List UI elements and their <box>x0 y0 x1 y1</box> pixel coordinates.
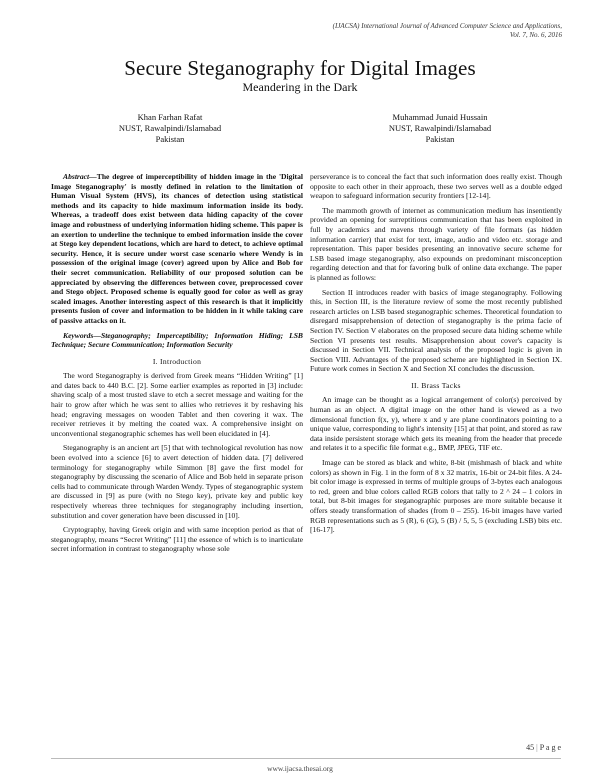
left-column <box>51 172 303 559</box>
page-number-value: 45 <box>526 743 535 752</box>
section-heading-introduction: I. Introduction <box>152 356 202 366</box>
paper-subtitle: Meandering in the Dark <box>242 80 358 94</box>
author-country: Pakistan <box>155 134 185 144</box>
author-name: Muhammad Junaid Hussain <box>392 112 488 122</box>
paragraph: Section II introduces reader with basics of image steganography. Following this, in Section III, is the literature review of some the most recently published research articles on LSB based steganographic schemes. Theoretical foundation to disregard misapprehension of detection of steganography is the prima facie of Section IV. Section V elaborates on the proposed secure data hiding scheme while Section VI presents test results. Misapprehension about cover's capacity is discussed in Section VII. Technical analysis of the proposed logic is given in Section VIII. Advantages of the proposed scheme are highlighted in Section IX. Future work comes in Section X and Section XI concludes the discussion. <box>310 287 562 374</box>
journal-header <box>202 22 562 40</box>
paragraph: perseverance is to conceal the fact that such information does really exist. Though opposite to each other in their approach, these two serves well as a double edged weapon to safeguard information security frontiers [12-14]. <box>310 172 562 201</box>
right-column <box>310 172 562 540</box>
author-name: Khan Farhan Rafat <box>137 112 203 122</box>
section-heading-brass-tacks: II. Brass Tacks <box>411 380 461 390</box>
abstract-label: Abstract— <box>63 172 97 181</box>
journal-website: www.ijacsa.thesai.org <box>267 764 333 773</box>
footer-divider <box>51 758 561 759</box>
keywords <box>51 331 303 350</box>
page-divider: | <box>536 743 538 752</box>
paper-title: Secure Steganography for Digital Images <box>124 56 476 80</box>
paragraph: The word Steganography is derived from Greek means “Hidden Writing” [1] and dates back to 440 B.C. [2]. Some earlier examples as reported in [3] include: shaving scalp of a most trusted slave to etch a secret message and waiting for the hair to grow after which he was sent to allies who retrieves it by reshaving his head; engraving messages on wooden Tablet and then covering it wax. The receiver retrieves it by melting the coated wax. A comprehensive insight on unconventional steganographic schemes has well been elucidated in [4]. <box>51 371 303 438</box>
journal-name: (IJACSA) International Journal of Advanced Computer Science and Applications, <box>332 22 562 30</box>
author-affiliation: NUST, Rawalpindi/Islamabad <box>388 123 492 133</box>
author-block-1 <box>60 112 280 145</box>
author-affiliation: NUST, Rawalpindi/Islamabad <box>118 123 222 133</box>
page-label: P a g e <box>539 743 561 752</box>
author-block-2 <box>330 112 550 145</box>
paragraph: Cryptography, having Greek origin and with same inception period as that of steganography, means “Secret Writing” [11] the essence of which is to inarticulate secret information in contrast to steganography whose sole <box>51 525 303 554</box>
journal-volume: Vol. 7, No. 6, 2016 <box>509 31 562 39</box>
paragraph: Steganography is an ancient art [5] that with technological revolution has now been evolved into a science [6] to avert detection of hidden data. [7] delivered terminology for steganography while Simmon [8] gave the first model for steganography by discussing the scenario of Alice and Bob held in separate prison cells had to communicate through Warden Wendy. Types of steganographic system are discussed in [9] as pure (with no Stego key), private key and public key respectively whereas three techniques for steganography including insertion, substitution and cover generation have been discussed in [10]. <box>51 443 303 520</box>
paragraph: Image can be stored as black and white, 8-bit (mishmash of black and white colors) as shown in Fig. 1 in the form of 8 x 32 matrix, 16-bit or 24-bit files. A 24-bit color image is expressed in terms of multiple groups of 3-bytes each analogous to red, green and blue colors called RGB colors that tally to 2 ^ 24 – 1 colors in total, but 8-bit images for steganographic purposes are more suitable because it offers steady transformation of shades (from 0 – 255). 16-bit images have varied RGB representations such as 5 (R), 6 (G), 5 (B) / 5, 5, 5 (excluding LSB) bits etc. [16-17]. <box>310 458 562 535</box>
abstract <box>51 172 303 326</box>
paragraph: An image can be thought as a logical arrangement of color(s) perceived by human as an object. A digital image on the other hand is viewed as a two dimensional function f(x, y), where x and y are plane coordinators pointing to a unique value, corresponding to light's intensity [15] at that point, and stored as raw data inside persistent storage which gets its meaning from the header that precede and relates it to a specific file format e.g., BMP, JPEG, TIF etc. <box>310 395 562 453</box>
keywords-label: Keywords— <box>63 330 101 340</box>
page-number <box>526 743 561 752</box>
abstract-text: The degree of imperceptibility of hidden image in the 'Digital Image Steganography' is mostly defined in relation to the limitation of Human Visual System (HVS), its chances of detection using statistical methods and its capacity to hide maximum information inside its body. Whereas, a tradeoff does exist between data hiding capacity of the cover image and robustness of underlying information hiding scheme. This paper is an exertion to underline the technique to embed information inside the cover at Stego key dependent locations, which are hard to detect, to achieve optimal security. Hence, it is secure under worst case scenario where Wendy is in possession of the original image (cover) agreed upon by Alice and Bob for their secret communication. Reliability of our proposed solution can be appreciated by observing the differences between cover, preprocessed cover and Stego object. Proposed scheme is equally good for color as well as gray scaled images. Another interesting aspect of this research is that it implicitly presents fusion of cover and information to be hidden in it while taking care of passive attacks on it. <box>51 172 303 325</box>
author-country: Pakistan <box>425 134 455 144</box>
paragraph: The mammoth growth of internet as communication medium has insentiently provided an opening for surreptitious communication that has been exploited in full by academics and mavens through variety of file formats (as hidden information carrier) that exist for text, image, audio and video etc. storage and representation. This paper besides presenting an innovative secure scheme for LSB based image steganography, also expounds on predominant misconception regarding detection and that for favoring bulk of online data exchange. The paper is planned as follows: <box>310 205 562 282</box>
keywords-text: Steganography; Imperceptibility; Information Hiding; LSB Technique; Secure Communication; Information Security <box>51 330 303 350</box>
